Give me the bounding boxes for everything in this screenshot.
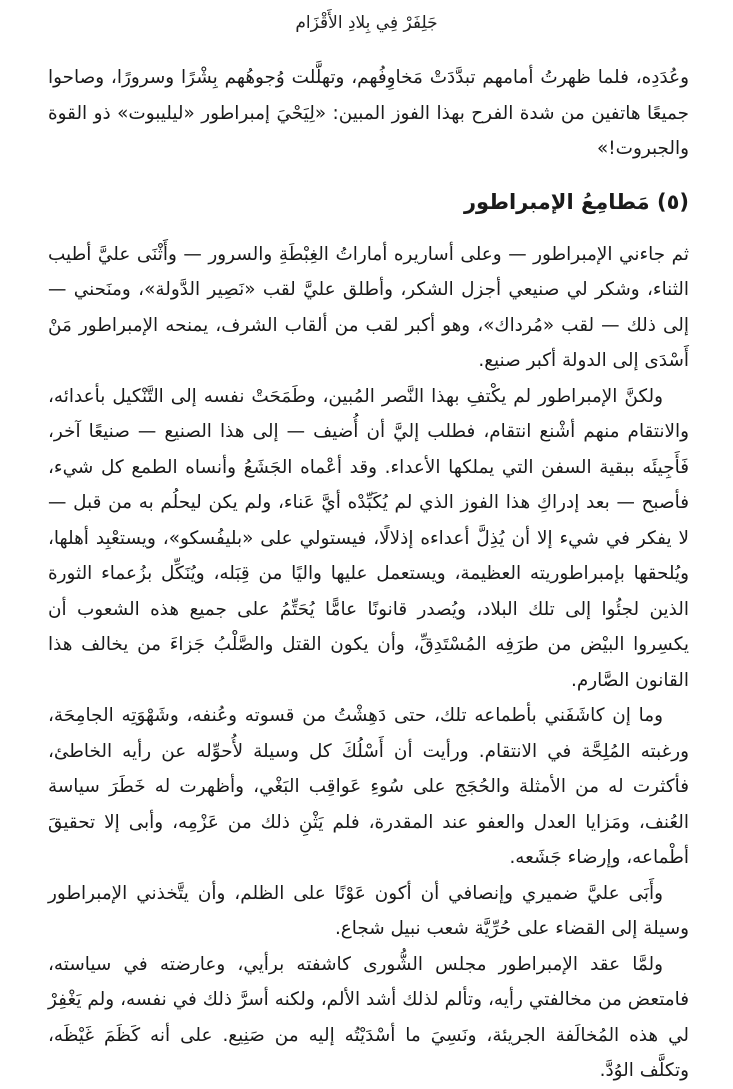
paragraph-1: ثم جاءني الإمبراطور — وعلى أساريره أماراتُ الغِبْطَةِ والسرور — وأَثْنَى عليَّ أطيب الثناء، وشكر لي صنيعي أجزل الشكر، وأطلق عليَّ لقب «نَصِير الدَّولة»، ومنَحني — إلى ذلك — لقب «مُرداك»، وهو أكبر لقب من ألقاب الشرف، يمنحه الإمبراطور مَنْ أَسْدَى إلى الدولة أكبر صنيع. [48,243,689,371]
paragraph-2: ولكنَّ الإمبراطور لم يكْتفِ بهذا النَّصر المُبين، وطَمَحَتْ نفسه إلى التَّنْكيل بأعدائه، والانتقام منهم أشْنع انتقام، فطلب إليَّ أن أُضيف — إلى هذا الصنيع — صنيعًا آخر، فَأَجِيئَه ببقية السفن التي يملكها الأعداء. وقد أعْماه الجَشَعُ وأنساه الطمع كل شيء، فأصبح — بعد إدراكِ هذا الفوز الذي لم يُكَبِّدْه أيَّ عَناء، ولم يكن ليحلُم به من قبل — لا يفكر في شيء إلا أن يُذِلَّ أعداءه إذلالًا، فيستولي على «بليفُسكو»، ويستعْبِد أهلها، ويُلحقها بإمبراطوريته العظيمة، ويستعمل عليها واليًا من قِبَله، ويُنَكِّل بزُعماء الثورة الذين لجئُوا إلى تلك البلاد، ويُصدر قانونًا عامًّا يُحَتِّمُ على جميع هذه الشعوب أن يكسِروا البيْض من طرَفِه المُسْتَدِقِّ، وأن يكون القتل والصَّلْبُ جَزاءَ من يخالف هذا القانون الصَّارم. [48,385,689,691]
paragraph-3: وما إن كاشَفَني بأطماعه تلك، حتى دَهِشْتُ من قسوته وعُنفه، وشَهْوَتِه الجامِحَة، ورغبته المُلِحَّة في الانتقام. ورأيت أن أَسْلُكَ كل وسيلة لأُحوِّله عن رأيه الخاطئ، فأكثرت له من الأمثلة والحُجَج على سُوءِ عَواقِب البَغْي، وأظهرت له خَطَرَ سياسة العُنف، ومَزايا العدل والعفو عند المقدرة، فلم يَثْنِ ذلك من عَزْمِه، وأبى إلا تحقيقَ أطْماعه، وإرضاء جَشَعه. [48,705,689,868]
page-body [48,60,689,1089]
section-heading: (٥) مَطامِعُ الإمبراطور [463,189,689,214]
opening-paragraph: وعُدَدِه، فلما ظهرتُ أمامهم تبدَّدَتْ مَخاوِفُهم، وتهلَّلت وُجوهُهم بِشْرًا وسرورًا، وصاحوا جميعًا هاتفين من شدة الفرح بهذا الفوز المبين: «لِيَحْيَ إمبراطور «ليليبوت» ذو القوة والجبروت!» [48,67,689,159]
paragraph-5: ولمَّا عقد الإمبراطور مجلس الشُّورى كاشفته برأيي، وعارضته في سياسته، فامتعض من مخالفتي رأيه، وتألم لذلك أشد الألم، ولكنه أسرَّ ذلك في نفسه، ولم يَغْفِرْ لي هذه المُخالَفة الجريئة، ونَسِيَ ما أسْدَيْتُه إليه من صَنِيع. على أنه كَظَمَ غَيْظَه، وتكلَّف الوُدَّ. [48,953,689,1081]
running-head-title: جَلِفَرْ فِي بِلادِ الأَقْزَام [295,13,438,33]
paragraph-4: وأَبَى عليَّ ضميري وإنصافي أن أكون عَوْنًا على الظلم، وأن يتَّخذني الإمبراطور وسيلة إلى القضاء على حُرِّيَّة شعب نبيل شجاع. [48,882,689,939]
